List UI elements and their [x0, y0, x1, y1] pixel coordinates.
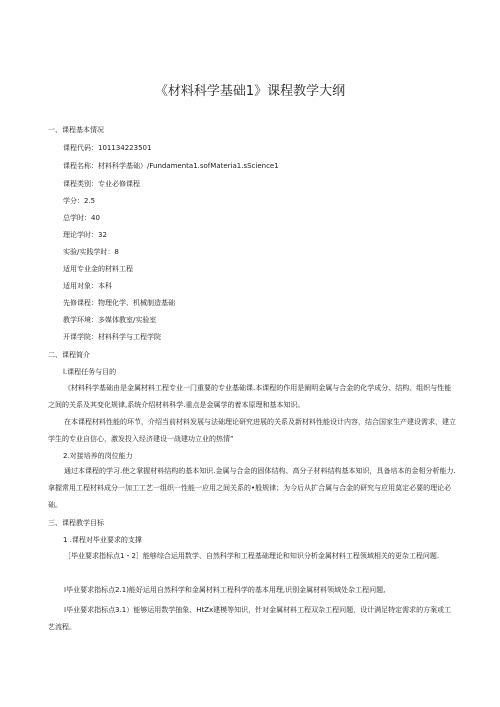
lab-hours: 实验/实践学时：8	[63, 248, 119, 256]
document-title: 《材料科学基础1》课程教学大纲	[154, 84, 346, 99]
paragraph-indicator-2-1: I毕业要求指标点2.1)能好运用自然科学和金属材料工程科学的基本用理,识别金属材料领域处杂工程问题,	[64, 586, 386, 594]
section-heading-objectives: 三、课程教学目标	[48, 519, 104, 527]
course-name: 课程名称：材料科学基础）/Fundamenta1.sofMateria1.sScience1	[63, 162, 279, 170]
paragraph-intro-2: 在本课程材料性能的环节，介绍当前材料发展与法础理论研究进展的关系及新材料性能设计内容，结合国家生产建设需求，建立学生的专业自信心，激发投入经济建设一战建功立业的热情”	[48, 418, 456, 443]
theory-hours: 理论学时：32	[63, 231, 107, 239]
paragraph-indicator-3-1: I毕业要求指标点3.1）能够运用数学抽象、HtZx建模等知识，针对金属材料工程双杂工程问题，设计满足特定需求的方案或工艺流程。	[48, 606, 452, 631]
paragraph-intro-3: 通过本课程的学习.使之掌握材料结构的基本知识.金属与合金的固体结构、高分子材料结构基本知识，具备培本的金相分析能力.拿握常用工程材料成分一加工工艺一组织一性能一应用之间关系的•般规律；为今后从扩合属与合金的研究与应用莫定必要的理论必础。	[48, 467, 456, 509]
total-hours: 总学时：40	[63, 214, 100, 222]
offering-college: 开课学院：材料科学与工程学院	[63, 333, 161, 341]
subheading-graduation-support: 1 .课程对毕业要求的支撑	[63, 536, 142, 544]
course-code: 课程代码：101134223501	[63, 144, 152, 152]
credits: 学分：2.5	[63, 197, 96, 205]
course-category: 课程类别：专业必修课程	[63, 180, 140, 188]
paragraph-intro-1: 《材料科学基础由是金属材料工程专业一门重要的专业基础课.本课程的作用是阐明金属与合金的化学成分、结构、组织与性能之间的关系及其变化规律,系统介绍材料科学.重点是金属学的着本原理和基本知识。	[48, 384, 452, 409]
subheading-task-purpose: l.课程任务与目的	[63, 368, 117, 376]
paragraph-indicator-1-2: ［毕业要求指标点1・2］能够综合运用数学、自然科学和工程基础理论和知识分析金属材料工程领域相关的更杂工程问题.	[64, 552, 440, 560]
section-heading-basic-info: 一、课程基本情况	[48, 126, 104, 134]
applicable-major: 适用专业金的材料工程	[63, 265, 133, 273]
subheading-job-ability: 2.对接培养的岗位能力	[63, 452, 133, 460]
target-audience: 适用对象：本科	[63, 282, 112, 290]
teaching-environment: 教学环境：多媒体教室/实验室	[63, 316, 157, 324]
section-heading-intro: 二、课程简介	[48, 351, 90, 359]
prerequisites: 先修课程：物理化学、机械制造基础	[63, 299, 175, 307]
